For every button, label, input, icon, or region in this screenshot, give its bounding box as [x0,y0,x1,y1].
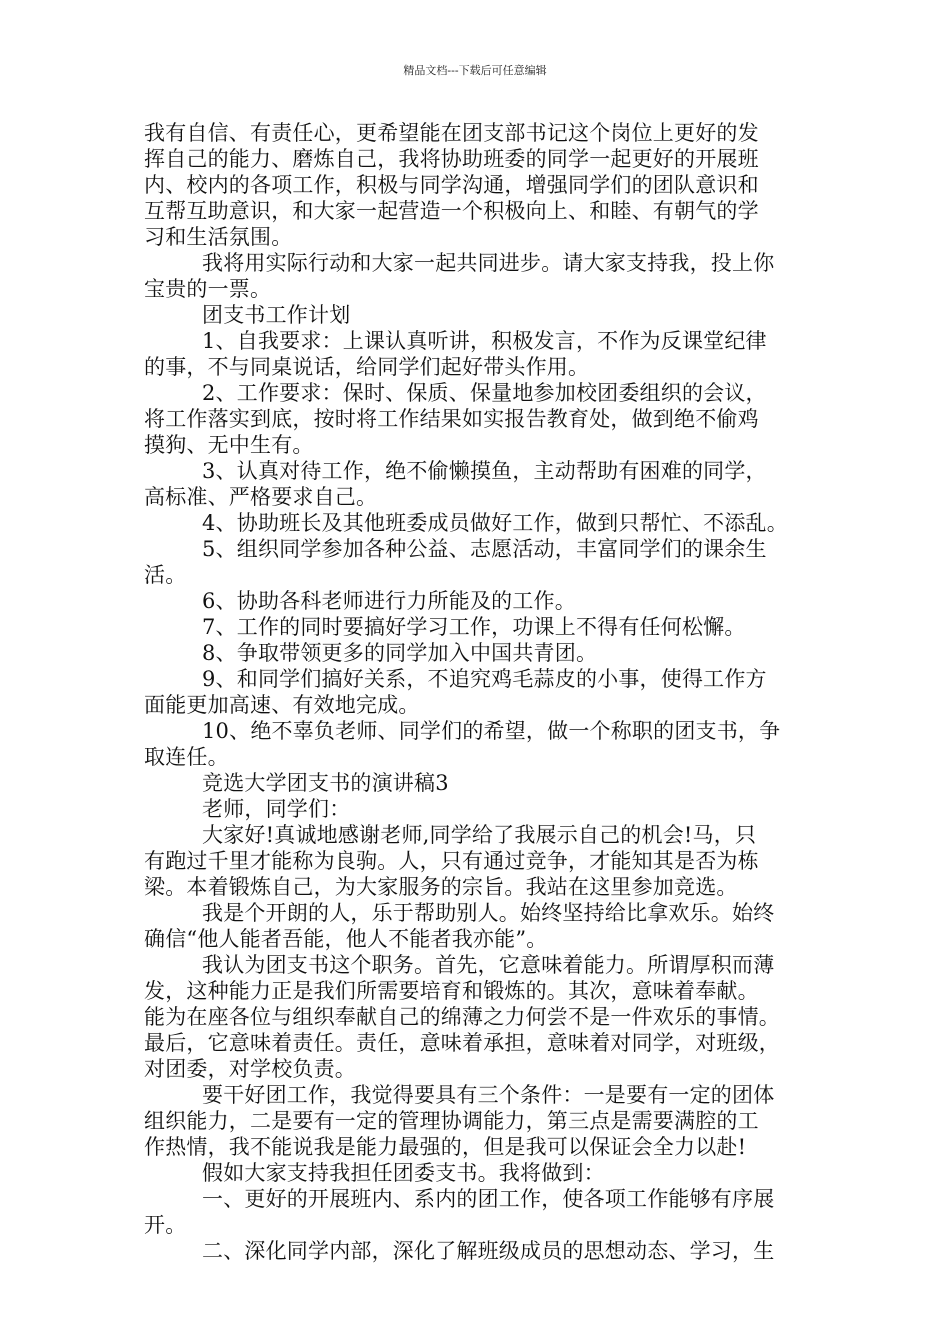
text-line: 摸狗、无中生有。 [144,433,314,457]
text-line: 我将用实际行动和大家一起共同进步。请大家支持我，投上你 [202,251,775,275]
paragraph [144,822,824,900]
text-line: 9、和同学们搞好关系，不追究鸡毛蒜皮的小事，使得工作方 [202,667,767,691]
list-item [144,640,824,666]
text-line: 团支书工作计划 [202,303,351,327]
paragraph [144,1186,824,1238]
text-line: 竞选大学团支书的演讲稿3 [202,771,449,795]
text-line: 组织能力，二是要有一定的管理协调能力，第三点是需要满腔的工 [144,1109,759,1133]
page-header: 精品文档---下载后可任意编辑 [403,64,547,77]
text-line: 将工作落实到底，按时将工作结果如实报告教育处，做到绝不偷鸡 [144,407,759,431]
paragraph [144,120,824,250]
text-line: 5、组织同学参加各种公益、志愿活动，丰富同学们的课余生 [202,537,767,561]
list-item [144,536,824,588]
text-line: 我有自信、有责任心，更希望能在团支部书记这个岗位上更好的发 [144,121,759,145]
paragraph [144,1082,824,1160]
text-line: 6、协助各科老师进行力所能及的工作。 [202,589,576,613]
text-line: 2、工作要求：保时、保质、保量地参加校团委组织的会议， [202,381,767,405]
document-body [144,120,824,1264]
text-line: 开。 [144,1213,187,1237]
section-title [144,302,824,328]
text-line: 大家好!真诚地感谢老师,同学给了我展示自己的机会!马，只 [202,823,757,847]
list-item [144,458,824,510]
list-item [144,380,824,458]
list-item [144,718,824,770]
text-line: 宝贵的一票。 [144,277,272,301]
text-line: 老师，同学们： [202,797,351,821]
paragraph [144,900,824,952]
text-line: 作热情，我不能说我是能力最强的，但是我可以保证会全力以赴! [144,1135,747,1159]
text-line: 活。 [144,563,187,587]
text-line: 二、深化同学内部，深化了解班级成员的思想动态、学习，生 [202,1239,775,1263]
text-line: 面能更加高速、有效地完成。 [144,693,420,717]
text-line: 10、绝不辜负老师、同学们的希望，做一个称职的团支书，争 [202,719,781,743]
text-line: 发，这种能力正是我们所需要培育和锻炼的。其次，意味着奉献。 [144,979,759,1003]
text-line: 取连任。 [144,745,229,769]
list-item [144,328,824,380]
paragraph [144,250,824,302]
text-line: 8、争取带领更多的同学加入中国共青团。 [202,641,598,665]
text-line: 挥自己的能力、磨炼自己，我将协助班委的同学一起更好的开展班 [144,147,759,171]
text-line: 一、更好的开展班内、系内的团工作，使各项工作能够有序展 [202,1187,775,1211]
text-line: 3、认真对待工作，绝不偷懒摸鱼，主动帮助有困难的同学， [202,459,767,483]
list-item [144,588,824,614]
text-line: 互帮互助意识，和大家一起营造一个积极向上、和睦、有朝气的学 [144,199,759,223]
text-line: 1、自我要求：上课认真听讲，积极发言，不作为反课堂纪律 [202,329,767,353]
text-line: 4、协助班长及其他班委成员做好工作，做到只帮忙、不添乱。 [202,511,788,535]
text-line: 梁。本着锻炼自己，为大家服务的宗旨。我站在这里参加竞选。 [144,875,738,899]
list-item [144,510,824,536]
text-line: 有跑过千里才能称为良驹。人，只有通过竞争，才能知其是否为栋 [144,849,759,873]
section-title [144,770,824,796]
text-line: 内、校内的各项工作，积极与同学沟通，增强同学们的团队意识和 [144,173,759,197]
text-line: 习和生活氛围。 [144,225,293,249]
paragraph [144,952,824,1082]
text-line: 最后，它意味着责任。责任，意味着承担，意味着对同学，对班级， [144,1031,780,1055]
text-line: 能为在座各位与组织奉献自己的绵薄之力何尝不是一件欢乐的事情。 [144,1005,780,1029]
text-line: 我认为团支书这个职务。首先，它意味着能力。所谓厚积而薄 [202,953,775,977]
text-line: 7、工作的同时要搞好学习工作，功课上不得有任何松懈。 [202,615,746,639]
text-line: 确信“他人能者吾能，他人不能者我亦能”。 [144,927,548,951]
text-line: 对团委，对学校负责。 [144,1057,356,1081]
salutation [144,796,824,822]
paragraph [144,1160,824,1186]
paragraph [144,1238,824,1264]
list-item [144,666,824,718]
list-item [144,614,824,640]
text-line: 假如大家支持我担任团委支书。我将做到： [202,1161,605,1185]
text-line: 的事，不与同桌说话，给同学们起好带头作用。 [144,355,590,379]
text-line: 我是个开朗的人，乐于帮助别人。始终坚持给比拿欢乐。始终 [202,901,775,925]
text-line: 高标准、严格要求自己。 [144,485,378,509]
text-line: 要干好团工作，我觉得要具有三个条件：一是要有一定的团体 [202,1083,775,1107]
